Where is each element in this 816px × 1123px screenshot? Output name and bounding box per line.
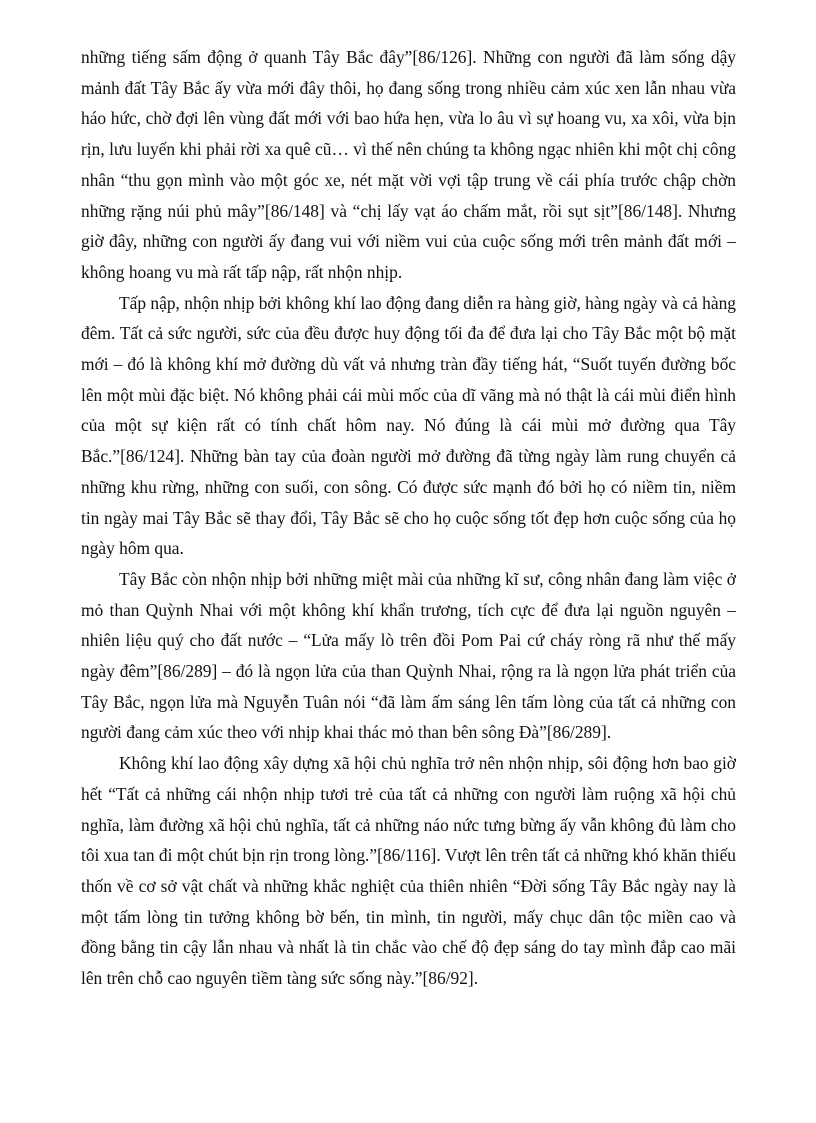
document-page <box>81 42 736 994</box>
paragraph-1: những tiếng sấm động ở quanh Tây Bắc đây”[86/126]. Những con người đã làm sống dậy mảnh đất Tây Bắc ấy vừa mới đây thôi, họ đang sống trong nhiều cảm xúc xen lẫn nhau vừa háo hức, chờ đợi lên vùng đất mới với bao hứa hẹn, vừa lo âu vì sự hoang vu, xa xôi, vừa bịn rịn, lưu luyến khi phải rời xa quê cũ… vì thế nên chúng ta không ngạc nhiên khi một chị công nhân “thu gọn mình vào một góc xe, nét mặt vời vợi tập trung về cái phía trước chập chờn những rặng núi phủ mây”[86/148] và “chị lấy vạt áo chấm mắt, rồi sụt sịt”[86/148]. Nhưng giờ đây, những con người ấy đang vui với niềm vui của cuộc sống mới trên mảnh đất mới – không hoang vu mà rất tấp nập, rất nhộn nhịp. <box>81 47 736 282</box>
paragraph-3: Tây Bắc còn nhộn nhịp bởi những miệt mài của những kĩ sư, công nhân đang làm việc ở mỏ than Quỳnh Nhai với một không khí khẩn trương, tích cực để đưa lại nguồn nguyên – nhiên liệu quý cho đất nước – “Lửa mấy lò trên đồi Pom Pai cứ cháy ròng rã như thế mấy ngày đêm”[86/289] – đó là ngọn lửa của than Quỳnh Nhai, rộng ra là ngọn lửa phát triển của Tây Bắc, ngọn lửa mà Nguyễn Tuân nói “đã làm ấm sáng lên tấm lòng của tất cả những con người đang cảm xúc theo với nhịp khai thác mỏ than bên sông Đà”[86/289]. <box>81 568 736 743</box>
paragraph-2: Tấp nập, nhộn nhịp bởi không khí lao động đang diễn ra hàng giờ, hàng ngày và cả hàng đêm. Tất cả sức người, sức của đều được huy động tối đa để đưa lại cho Tây Bắc một bộ mặt mới – đó là không khí mở đường dù vất vả nhưng tràn đầy tiếng hát, “Suốt tuyến đường bốc lên một mùi đặc biệt. Nó không phải cái mùi mốc của dĩ vãng mà nó thật là cái mùi điển hình của một sự kiện rất có tính chất hôm nay. Nó đúng là cái mùi mở đường qua Tây Bắc.”[86/124]. Những bàn tay của đoàn người mở đường đã từng ngày làm rung chuyển cả những khu rừng, những con suối, con sông. Có được sức mạnh đó bởi họ có niềm tin, niềm tin ngày mai Tây Bắc sẽ thay đổi, Tây Bắc sẽ cho họ cuộc sống tốt đẹp hơn cuộc sống của họ ngày hôm qua. <box>81 292 736 559</box>
paragraph-4: Không khí lao động xây dựng xã hội chủ nghĩa trở nên nhộn nhịp, sôi động hơn bao giờ hết “Tất cả những cái nhộn nhịp tươi trẻ của tất cả những con người làm ruộng xã hội chủ nghĩa, làm đường xã hội chủ nghĩa, tất cả những náo nức tưng bừng ấy vẫn không đủ làm cho tôi xua tan đi một chút bịn rịn trong lòng.”[86/116]. Vượt lên trên tất cả những khó khăn thiếu thốn về cơ sở vật chất và những khắc nghiệt của thiên nhiên “Đời sống Tây Bắc ngày nay là một tấm lòng tin tưởng không bờ bến, tin mình, tin người, mấy chục dân tộc miền cao và đồng bằng tin cậy lẫn nhau và nhất là tin chắc vào chế độ đẹp sáng do tay mình đắp cao mãi lên trên chỗ cao nguyên tiềm tàng sức sống này.”[86/92]. <box>81 753 736 989</box>
